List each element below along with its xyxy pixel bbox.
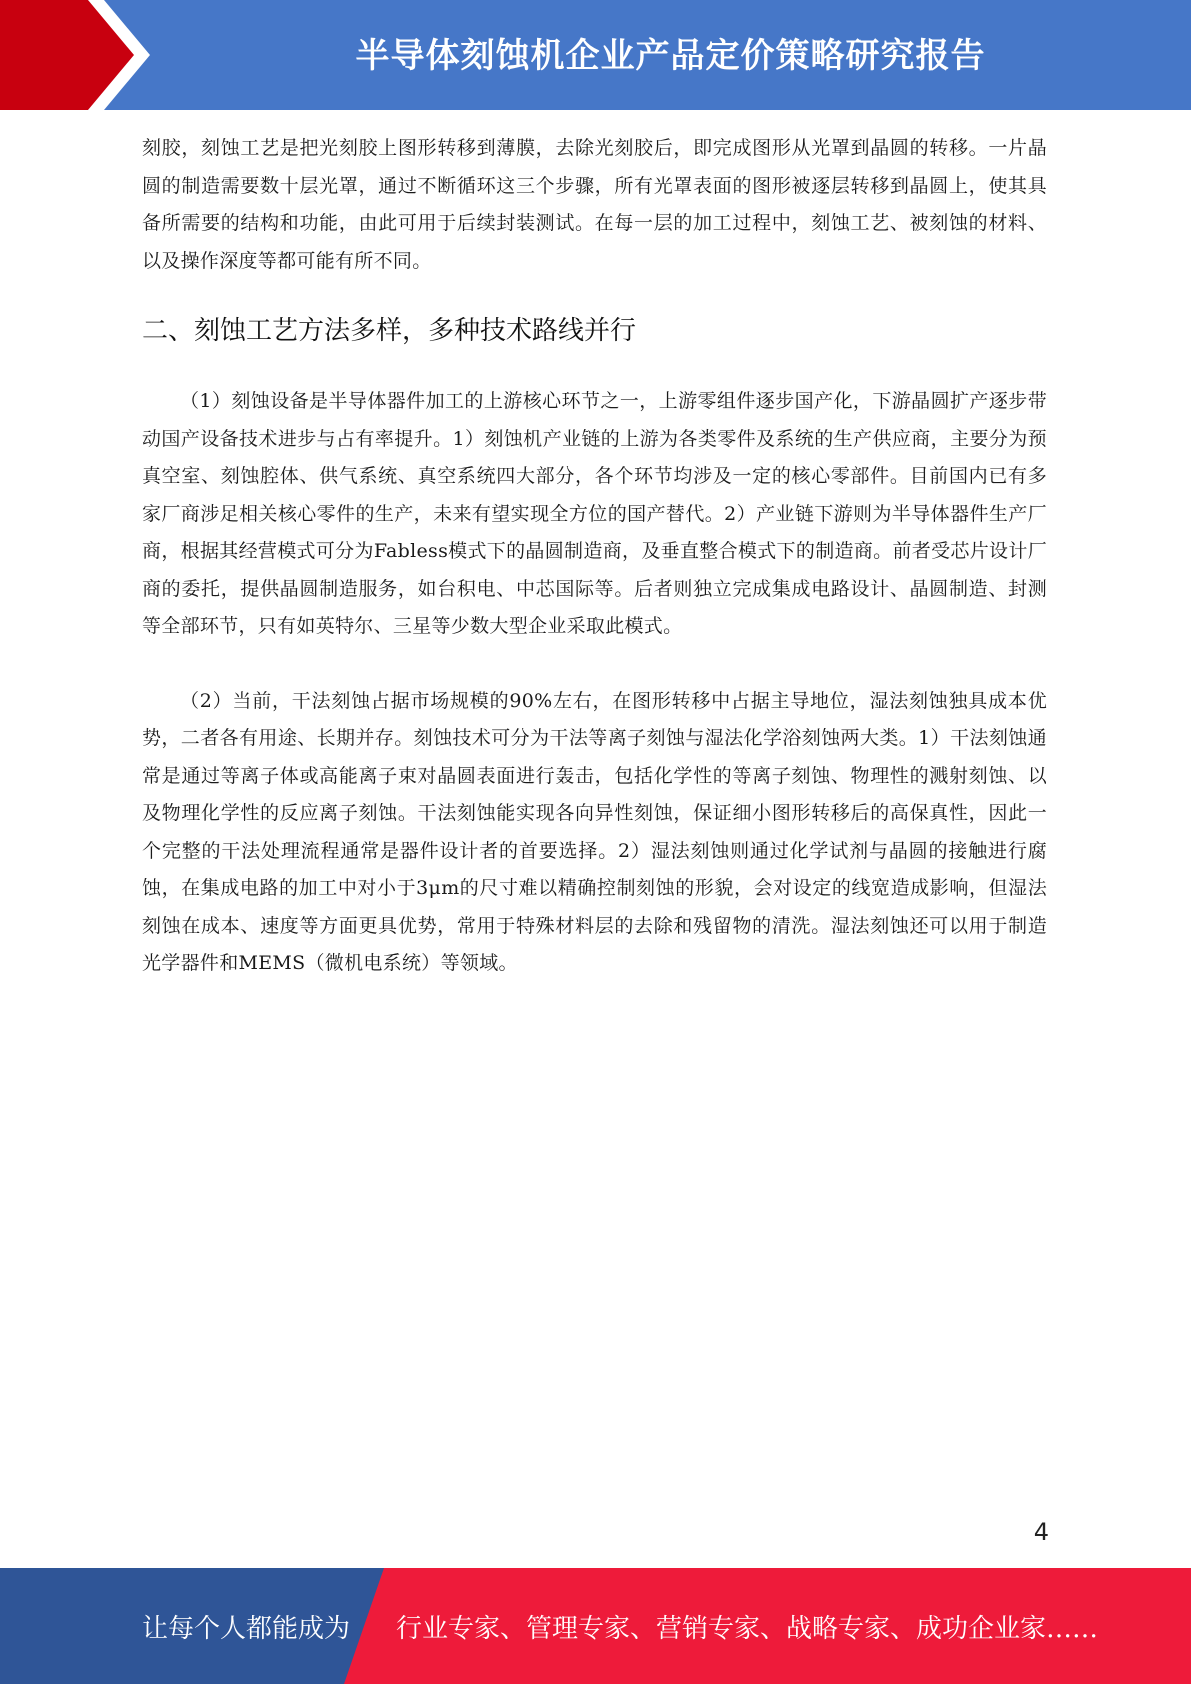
paragraph-2: （2）当前，干法刻蚀占据市场规模的90%左右，在图形转移中占据主导地位，湿法刻蚀独具成本优势，二者各有用途、长期并存。刻蚀技术可分为干法等离子刻蚀与湿法化学浴刻蚀两大类。1）干法刻蚀通常是通过等离子体或高能离子束对晶圆表面进行轰击，包括化学性的等离子刻蚀、物理性的溅射刻蚀、以及物理化学性的反应离子刻蚀。干法刻蚀能实现各向异性刻蚀，保证细小图形转移后的高保真性，因此一个完整的干法处理流程通常是器件设计者的首要选择。2）湿法刻蚀则通过化学试剂与晶圆的接触进行腐蚀，在集成电路的加工中对小于3μm的尺寸难以精确控制刻蚀的形貌，会对设定的线宽造成影响，但湿法刻蚀在成本、速度等方面更具优势，常用于特殊材料层的去除和残留物的清洗。湿法刻蚀还可以用于制造光学器件和MEMS（微机电系统）等领域。 <box>142 689 1047 974</box>
footer-slogan-right: 行业专家、管理专家、营销专家、战略专家、成功企业家…… <box>396 1613 1099 1644</box>
footer-slogan-left: 让每个人都能成为 <box>142 1613 351 1644</box>
page-header <box>0 0 1191 110</box>
intro-paragraph: 刻胶，刻蚀工艺是把光刻胶上图形转移到薄膜，去除光刻胶后，即完成图形从光罩到晶圆的转移。一片晶圆的制造需要数十层光罩，通过不断循环这三个步骤，所有光罩表面的图形被逐层转移到晶圆上，使其具备所需要的结构和功能，由此可用于后续封装测试。在每一层的加工过程中，刻蚀工艺、被刻蚀的材料、以及操作深度等都可能有所不同。 <box>142 137 1047 272</box>
paragraph-1: （1）刻蚀设备是半导体器件加工的上游核心环节之一，上游零组件逐步国产化，下游晶圆扩产逐步带动国产设备技术进步与占有率提升。1）刻蚀机产业链的上游为各类零件及系统的生产供应商，主要分为预真空室、刻蚀腔体、供气系统、真空系统四大部分，各个环节均涉及一定的核心零部件。目前国内已有多家厂商涉足相关核心零件的生产，未来有望实现全方位的国产替代。2）产业链下游则为半导体器件生产厂商，根据其经营模式可分为Fabless模式下的晶圆制造商，及垂直整合模式下的制造商。前者受芯片设计厂商的委托，提供晶圆制造服务，如台积电、中芯国际等。后者则独立完成集成电路设计、晶圆制造、封测等全部环节，只有如英特尔、三星等少数大型企业采取此模式。 <box>142 390 1047 637</box>
report-title: 半导体刻蚀机企业产品定价策略研究报告 <box>355 35 986 76</box>
page-footer <box>0 1568 1191 1684</box>
page-number: 4 <box>1033 1518 1049 1546</box>
page-content <box>142 130 1047 983</box>
section-heading: 二、刻蚀工艺方法多样，多种技术路线并行 <box>142 316 637 346</box>
